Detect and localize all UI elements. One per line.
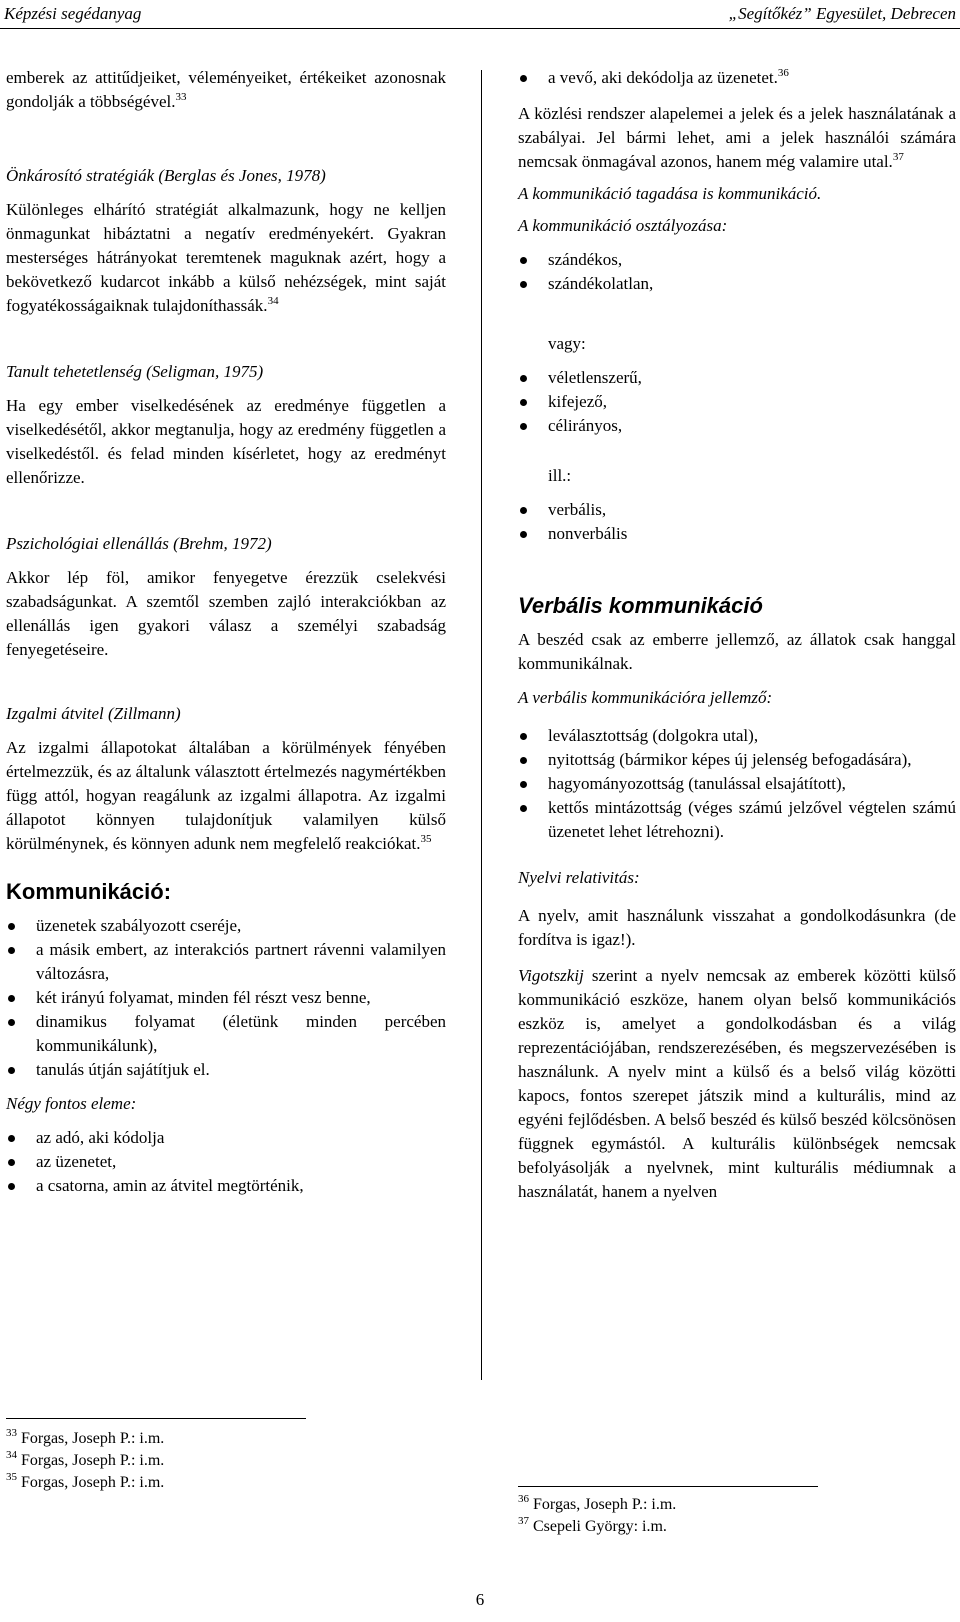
left-column <box>6 66 446 1198</box>
list-item: szándékos, <box>518 248 956 272</box>
paragraph-selfhandicap: Különleges elhárító stratégiát alkalmazunk, hogy ne kelljen önmagunkat hibáztatni a negatív eredményekért. Gyakran mesterséges hátrányokat teremtenek maguknak azért, hogy a bekövetkező kudarcot inkább a külső nehézségek, mint saját fogyatékosságaiknak tulajdoníthassák.$^{34}$ <box>6 200 446 315</box>
paragraph-reactance: Akkor lép föl, amikor fenyegetve érezzük cselekvési szabadságunkat. A szemtől szemben zajló interakciókban az ellenállás igen gyakori válasz a személyi szabadság fenyegetéseire. <box>6 568 446 659</box>
footnote-ref: 37 <box>892 151 904 163</box>
paragraph-learned-helplessness: Ha egy ember viselkedésének az eredménye független a viselkedésétől, akkor megtanulja, hogy az eredmény független a viselkedéstől. és felad minden kísérletet, hogy az eredményt ellenőrizze. <box>6 396 446 487</box>
classification-list-1 <box>518 248 956 296</box>
paragraph-speech: A beszéd csak az emberre jellemző, az állatok csak hanggal kommunikálnak. <box>518 630 956 673</box>
footnote-rule-left <box>6 1418 306 1419</box>
footnote-rule-right <box>518 1486 818 1487</box>
page-header <box>0 0 960 30</box>
subheading-four-elements: Négy fontos eleme: <box>6 1094 137 1113</box>
section-heading-communication: Kommunikáció: <box>6 879 172 904</box>
subheading-classification: A kommunikáció osztályozása: <box>518 216 728 235</box>
statement-denial: A kommunikáció tagadása is kommunikáció. <box>518 184 822 203</box>
header-rule <box>0 28 960 29</box>
section-heading-verbal: Verbális kommunikáció <box>518 593 763 618</box>
author-name: Vigotszkij <box>518 966 584 985</box>
footnote-ref: 33 <box>175 91 187 103</box>
list-item: a csatorna, amin az átvitel megtörténik, <box>6 1174 446 1198</box>
footnote-ref: 35 <box>420 833 432 845</box>
list-item: a másik embert, az interakciós partnert rávenni valamilyen változásra, <box>6 938 446 986</box>
footnotes-left <box>6 1428 164 1494</box>
header-right-title: „Segítőkéz” Egyesület, Debrecen <box>728 4 956 23</box>
footnote-ref: 36 <box>777 67 789 79</box>
receiver-list <box>518 66 956 90</box>
list-item: kettős mintázottság (véges számú jelzővel végtelen számú üzenetet lehet létrehozni). <box>518 796 956 844</box>
list-item: nonverbális <box>518 522 956 546</box>
footnote: $^{37}$ Csepeli György: i.m. <box>518 1515 667 1535</box>
footnote: $^{34}$ Forgas, Joseph P.: i.m. <box>6 1449 165 1469</box>
paragraph-relativity: A nyelv, amit használunk visszahat a gondolkodásunkra (de fordítva is igaz!). <box>518 906 956 949</box>
list-item: két irányú folyamat, minden fél részt vesz benne, <box>6 986 446 1010</box>
right-column <box>518 66 956 1204</box>
paragraph-excitation-transfer: Az izgalmi állapotokat általában a körülmények fényében értelmezzük, és az általunk választott értelmezés nagymértékben függ attól, hogyan reagálunk az izgalmi állapotra. Az izgalmi állapotot könnyen tulajdonítjuk valamilyen külső körülménynek, és könnyen adunk nem megfelelő reakciókat.$^{35}$ <box>6 738 446 853</box>
paragraph-signs: A közlési rendszer alapelemei a jelek és a jelek használatának a szabályai. Jel bármi lehet, ami a jelek használói számára nemcsak önmagával azonos, hanem még valamire utal.$^{37}$ <box>518 104 956 171</box>
list-item: leválasztottság (dolgokra utal), <box>518 724 956 748</box>
list-item: a vevő, aki dekódolja az üzenetet.$^{36}$ <box>518 66 956 90</box>
elements-list <box>6 1126 446 1198</box>
list-item: üzenetek szabályozott cseréje, <box>6 914 446 938</box>
connector-ill: ill.: <box>548 466 572 485</box>
list-item: dinamikus folyamat (életünk minden percében kommunikálunk), <box>6 1010 446 1058</box>
subheading-linguistic-relativity: Nyelvi relativitás: <box>518 868 640 887</box>
footnote: $^{36}$ Forgas, Joseph P.: i.m. <box>518 1493 677 1513</box>
list-item: véletlenszerű, <box>518 366 956 390</box>
footnotes-right <box>518 1494 676 1538</box>
connector-vagy: vagy: <box>548 334 586 353</box>
list-item: kifejező, <box>518 390 956 414</box>
paragraph-vygotsky: Vigotszkij szerint a nyelv nemcsak az emberek közötti külső kommunikáció eszköze, hanem olyan belső kommunikációs eszköz is, amelyet a gondolkodásban és a világ reprezentációjában, rendszerezésében, és megszervezésében is használunk. A nyelv mint a külső és a belső világ közötti kapocs, fontos szerepet játszik mind a kulturális, mind az egyéni fejlődésben. A belső beszéd és külső beszéd kölcsönösen függnek egymástól. A kulturális különbségek nemcsak befolyásolják a nyelvnek, mint kulturális médiumnak a használatát, hanem a nyelven <box>518 966 956 1201</box>
footnote-ref: 34 <box>267 295 279 307</box>
subheading-selfhandicap: Önkárosító stratégiák (Berglas és Jones, 1978) <box>6 166 326 185</box>
list-item: hagyományozottság (tanulással elsajátított), <box>518 772 956 796</box>
subheading-verbal-features: A verbális kommunikációra jellemző: <box>518 688 773 707</box>
subheading-reactance: Pszichológiai ellenállás (Brehm, 1972) <box>6 534 272 553</box>
subheading-excitation-transfer: Izgalmi átvitel (Zillmann) <box>6 704 181 723</box>
list-item: verbális, <box>518 498 956 522</box>
footnote: $^{35}$ Forgas, Joseph P.: i.m. <box>6 1471 165 1491</box>
subheading-learned-helplessness: Tanult tehetetlenség (Seligman, 1975) <box>6 362 264 381</box>
list-item: az adó, aki kódolja <box>6 1126 446 1150</box>
verbal-features-list <box>518 724 956 844</box>
column-divider <box>481 70 482 1380</box>
list-item: célirányos, <box>518 414 956 438</box>
footnote: $^{33}$ Forgas, Joseph P.: i.m. <box>6 1427 165 1447</box>
classification-list-2 <box>518 366 956 438</box>
communication-list <box>6 914 446 1082</box>
list-item: nyitottság (bármikor képes új jelenség befogadására), <box>518 748 956 772</box>
paragraph-attitudes: emberek az attitűdjeiket, véleményeiket, értékeiket azonosnak gondolják a többségével.$^{33}$ <box>6 68 446 111</box>
header-left-title: Képzési segédanyag <box>4 4 142 23</box>
page-number: 6 <box>475 1590 485 1609</box>
list-item: szándékolatlan, <box>518 272 956 296</box>
classification-list-3 <box>518 498 956 546</box>
list-item: tanulás útján sajátítjuk el. <box>6 1058 446 1082</box>
list-item: az üzenetet, <box>6 1150 446 1174</box>
